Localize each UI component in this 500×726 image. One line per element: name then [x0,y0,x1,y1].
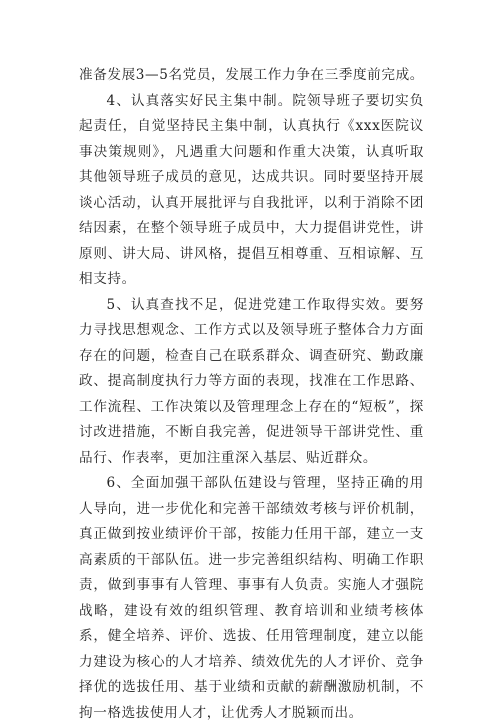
paragraph-item-5: 5、认真查找不足，促进党建工作取得实效。要努力寻找思想观念、工作方式以及领导班子整体合力方面存在的问题，检查自己在联系群众、调查研究、勤政廉政、提高制度执行力等方面的表现，找准在工作思路、工作流程、工作决策以及管理理念上存在的“短板”，探讨改进措施，不断自我完善，促进领导干部讲党性、重品行、作表率，更加注重深入基层、贴近群众。 [79,296,424,466]
paragraph-item-6: 6、全面加强干部队伍建设与管理，坚持正确的用人导向，进一步优化和完善干部绩效考核与评价机制，真正做到按业绩评价干部，按能力任用干部，建立一支高素质的干部队伍。进一步完善组织结构、明确工作职责，做到事事有人管理、事事有人负责。实施人才强院战略，建设有效的组织管理、教育培训和业绩考核体系，健全培养、评价、选拔、任用管理制度，建立以能力建设为核心的人才培养、绩效优先的人才评价、竞争择优的选拔任用、基于业绩和贡献的薪酬激励机制，不拘一格选拔使用人才，让优秀人才脱颖而出。 [79,475,424,721]
paragraph-continuation: 准备发展3—5名党员，发展工作力争在三季度前完成。 [79,67,424,83]
paragraph-item-4: 4、认真落实好民主集中制。院领导班子要切实负起责任，自觉坚持民主集中制，认真执行《xxx医院议事决策规则》，凡遇重大问题和作重大决策，认真听取其他领导班子成员的意见，达成共识。同时要坚持开展谈心活动，认真开展批评与自我批评，以利于消除不团结因素，在整个领导班子成员中，大力提倡讲党性，讲原则、讲大局、讲风格，提倡互相尊重、互相谅解、互相支持。 [79,92,424,287]
document-body [79,63,424,726]
